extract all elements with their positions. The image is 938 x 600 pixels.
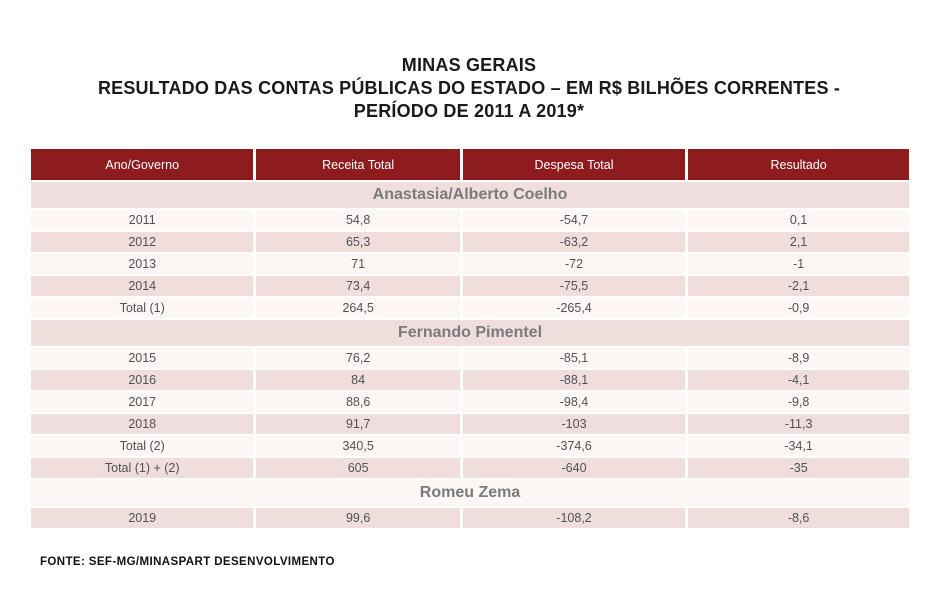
table-cell: 2014	[31, 276, 253, 296]
chart-title	[0, 0, 938, 123]
table-cell: -72	[463, 254, 685, 274]
table-cell: -9,8	[688, 392, 909, 412]
table-cell: 99,6	[256, 508, 459, 528]
table-cell: -54,7	[463, 210, 685, 230]
table-cell: 2016	[31, 370, 253, 390]
table-cell: 73,4	[256, 276, 459, 296]
table-row	[31, 298, 909, 318]
column-header-4: Resultado	[688, 149, 909, 180]
table-cell: 91,7	[256, 414, 459, 434]
table-cell: Total (2)	[31, 436, 253, 456]
table-cell: -11,3	[688, 414, 909, 434]
source-note: FONTE: SEF-MG/MINASPART DESENVOLVIMENTO	[40, 556, 335, 568]
table-cell: 264,5	[256, 298, 459, 318]
table-cell: 2,1	[688, 232, 909, 252]
table-cell: Total (1) + (2)	[31, 458, 253, 478]
table-cell: 84	[256, 370, 459, 390]
table-cell: -98,4	[463, 392, 685, 412]
table-cell: -8,9	[688, 348, 909, 368]
table-cell: 54,8	[256, 210, 459, 230]
public-accounts-table	[28, 147, 912, 530]
title-line-2: RESULTADO DAS CONTAS PÚBLICAS DO ESTADO – EM R$ BILHÕES CORRENTES -	[97, 78, 841, 98]
table-cell: -1	[688, 254, 909, 274]
section-row	[31, 182, 909, 208]
section-title: Fernando Pimentel	[31, 320, 909, 346]
table-cell: 2015	[31, 348, 253, 368]
table-row	[31, 414, 909, 434]
table-cell: 88,6	[256, 392, 459, 412]
table-cell: -4,1	[688, 370, 909, 390]
table-cell: -8,6	[688, 508, 909, 528]
table-header-row	[31, 149, 909, 180]
table-cell: -108,2	[463, 508, 685, 528]
table-row	[31, 232, 909, 252]
table-row	[31, 392, 909, 412]
table-row	[31, 370, 909, 390]
column-header-3: Despesa Total	[463, 149, 685, 180]
section-row	[31, 320, 909, 346]
column-header-1: Ano/Governo	[31, 149, 253, 180]
table-body	[31, 182, 909, 528]
table-cell: -63,2	[463, 232, 685, 252]
table-cell: -374,6	[463, 436, 685, 456]
section-title: Romeu Zema	[31, 480, 909, 506]
table-row	[31, 254, 909, 274]
section-row	[31, 480, 909, 506]
table-cell: 2019	[31, 508, 253, 528]
table-cell: -75,5	[463, 276, 685, 296]
table-cell: 605	[256, 458, 459, 478]
table-cell: 2013	[31, 254, 253, 274]
title-line-3: PERÍODO DE 2011 A 2019*	[353, 101, 585, 121]
table-row	[31, 436, 909, 456]
table-cell: -85,1	[463, 348, 685, 368]
table-row	[31, 276, 909, 296]
table-row	[31, 348, 909, 368]
table-cell: -103	[463, 414, 685, 434]
table-cell: -88,1	[463, 370, 685, 390]
table-cell: -2,1	[688, 276, 909, 296]
table-row	[31, 458, 909, 478]
table-row	[31, 210, 909, 230]
table-cell: -0,9	[688, 298, 909, 318]
section-title: Anastasia/Alberto Coelho	[31, 182, 909, 208]
table-cell: 2012	[31, 232, 253, 252]
table-cell: 2017	[31, 392, 253, 412]
table-cell: 340,5	[256, 436, 459, 456]
table-cell: 2011	[31, 210, 253, 230]
table-cell: -35	[688, 458, 909, 478]
table-cell: 71	[256, 254, 459, 274]
table-cell: 2018	[31, 414, 253, 434]
column-header-2: Receita Total	[256, 149, 459, 180]
table-cell: Total (1)	[31, 298, 253, 318]
title-line-1: MINAS GERAIS	[401, 55, 537, 75]
table-cell: -640	[463, 458, 685, 478]
table-cell: -34,1	[688, 436, 909, 456]
table-row	[31, 508, 909, 528]
table-cell: -265,4	[463, 298, 685, 318]
table-cell: 65,3	[256, 232, 459, 252]
table-cell: 0,1	[688, 210, 909, 230]
table-cell: 76,2	[256, 348, 459, 368]
